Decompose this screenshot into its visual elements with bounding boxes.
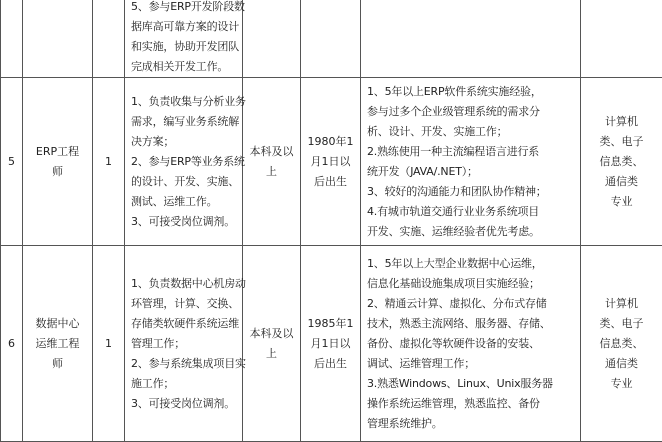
index-cell: 6 [1, 246, 23, 442]
position-cell [23, 246, 93, 442]
majors-cell-line: 计算机 [587, 294, 656, 314]
table-row [1, 78, 662, 246]
duties-cell-line: 2、参与系统集成项目实 [131, 354, 236, 374]
count-cell: 1 [93, 78, 125, 246]
majors-cell-line: 专业 [587, 374, 656, 394]
duties-cell [125, 246, 243, 442]
duties-cell-line: 管理工作； [131, 334, 236, 354]
qualifications-cell-line: 开发、实施、运维经验者优先考虑。 [367, 222, 574, 242]
majors-cell-line: 计算机 [587, 112, 656, 132]
qualifications-cell-line: 信息化基础设施集成项目实施经验； [367, 274, 574, 294]
duties-cell-line: 存储类软硬件系统运维 [131, 314, 236, 334]
majors-cell [581, 78, 662, 246]
qualifications-cell-line: 统开发（JAVA/.NET）； [367, 162, 574, 182]
position-cell-line: 数据中心 [29, 314, 86, 334]
majors-cell [581, 0, 662, 78]
duties-cell-line: 据库高可靠方案的设计 [131, 17, 236, 37]
qualifications-cell-line: 调试、运维管理工作； [367, 354, 574, 374]
age-cell [301, 246, 361, 442]
position-cell [23, 78, 93, 246]
position-cell-line: ERP工程 [29, 142, 86, 162]
qualifications-cell-line: 参与过多个企业级管理系统的需求分 [367, 102, 574, 122]
duties-cell-line: 需求，编写业务系统解 [131, 112, 236, 132]
qualifications-cell-line: 析、设计、开发、实施工作； [367, 122, 574, 142]
table-row [1, 0, 662, 78]
education-cell-line: 上 [249, 162, 294, 182]
qualifications-cell-line: 管理系统维护。 [367, 414, 574, 434]
education-cell-line: 本科及以 [249, 142, 294, 162]
qualifications-cell-line: 1、5年以上ERP软件系统实施经验， [367, 82, 574, 102]
duties-cell-line: 的设计、开发、实施、 [131, 172, 236, 192]
duties-cell-line: 和实施，协助开发团队 [131, 37, 236, 57]
qualifications-cell [361, 246, 581, 442]
duties-cell-line: 5、参与ERP开发阶段数 [131, 0, 236, 17]
position-cell-line: 师 [29, 354, 86, 374]
duties-cell-line: 3、可接受岗位调剂。 [131, 394, 236, 414]
count-cell [93, 0, 125, 78]
majors-cell-line: 类、电子 [587, 132, 656, 152]
majors-cell-line: 通信类 [587, 354, 656, 374]
education-cell [243, 78, 301, 246]
age-cell [301, 78, 361, 246]
qualifications-cell-line: 技术，熟悉主流网络、服务器、存储、 [367, 314, 574, 334]
majors-cell-line: 类、电子 [587, 314, 656, 334]
duties-cell-line: 1、负责数据中心机房动 [131, 274, 236, 294]
qualifications-cell-line: 4.有城市轨道交通行业业务系统项目 [367, 202, 574, 222]
duties-cell-line: 1、负责收集与分析业务 [131, 92, 236, 112]
qualifications-cell-line: 2.熟练使用一种主流编程语言进行系 [367, 142, 574, 162]
age-cell-line: 月1日以 [307, 334, 354, 354]
index-cell: 5 [1, 78, 23, 246]
majors-cell [581, 246, 662, 442]
education-cell-line: 上 [249, 344, 294, 364]
index-cell [1, 0, 23, 78]
duties-cell-line: 3、可接受岗位调剂。 [131, 212, 236, 232]
qualifications-cell-line: 2、精通云计算、虚拟化、分布式存储 [367, 294, 574, 314]
position-cell-line: 运维工程 [29, 334, 86, 354]
education-cell [243, 246, 301, 442]
age-cell-line: 月1日以 [307, 152, 354, 172]
duties-cell-line: 施工作； [131, 374, 236, 394]
position-cell [23, 0, 93, 78]
qualifications-cell [361, 78, 581, 246]
majors-cell-line: 专业 [587, 192, 656, 212]
qualifications-cell-line: 备份、虚拟化等软硬件设备的安装、 [367, 334, 574, 354]
majors-cell-line: 通信类 [587, 172, 656, 192]
age-cell-line: 1980年1 [307, 132, 354, 152]
age-cell-line: 1985年1 [307, 314, 354, 334]
majors-cell-line: 信息类、 [587, 334, 656, 354]
duties-cell-line: 2、参与ERP等业务系统 [131, 152, 236, 172]
qualifications-cell-line: 操作系统运维管理，熟悉监控、备份 [367, 394, 574, 414]
table-row [1, 246, 662, 442]
majors-cell-line: 信息类、 [587, 152, 656, 172]
education-cell [243, 0, 301, 78]
duties-cell [125, 78, 243, 246]
age-cell-line: 后出生 [307, 354, 354, 374]
duties-cell [125, 0, 243, 78]
qualifications-cell-line: 3.熟悉Windows、Linux、Unix服务器 [367, 374, 574, 394]
qualifications-cell-line: 1、5年以上大型企业数据中心运维， [367, 254, 574, 274]
age-cell [301, 0, 361, 78]
duties-cell-line: 决方案； [131, 132, 236, 152]
position-cell-line: 师 [29, 162, 86, 182]
qualifications-cell-line: 3、较好的沟通能力和团队协作精神； [367, 182, 574, 202]
duties-cell-line: 测试、运维工作。 [131, 192, 236, 212]
age-cell-line: 后出生 [307, 172, 354, 192]
qualifications-cell [361, 0, 581, 78]
count-cell: 1 [93, 246, 125, 442]
education-cell-line: 本科及以 [249, 324, 294, 344]
duties-cell-line: 环管理，计算、交换、 [131, 294, 236, 314]
duties-cell-line: 完成相关开发工作。 [131, 57, 236, 77]
